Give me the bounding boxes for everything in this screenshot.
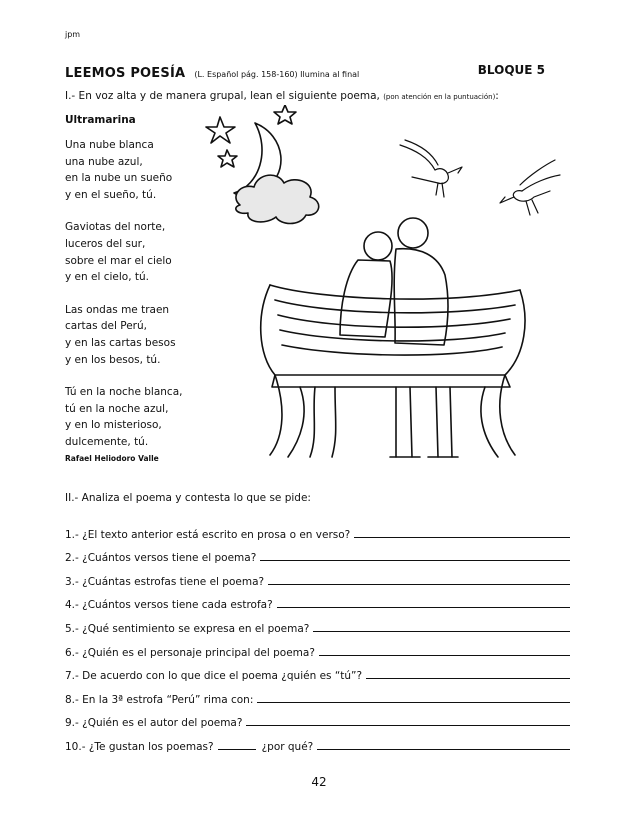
page-subtitle: (L. Español pág. 158-160) Ilumina al final <box>194 70 360 79</box>
heron-icon <box>400 140 462 197</box>
verse: y en el cielo, tú. <box>65 271 149 284</box>
star-icon <box>274 105 296 124</box>
question-8 <box>65 682 570 706</box>
section-two-instruction: II.- Analiza el poema y contesta lo que se pide: <box>65 492 311 504</box>
verse: dulcemente, tú. <box>65 435 149 448</box>
author-initials: jpm <box>65 30 81 39</box>
block-label: BLOQUE 5 <box>477 63 545 77</box>
instruction-one-text: I.- En voz alta y de manera grupal, lean el siguiente poema, <box>65 90 380 102</box>
verse: luceros del sur, <box>65 237 146 250</box>
question-text: 6.- ¿Quién es el personaje principal del poema? <box>65 646 315 659</box>
heron-icon <box>500 160 560 215</box>
question-text: 2.- ¿Cuántos versos tiene el poema? <box>65 552 257 565</box>
answer-line[interactable] <box>268 583 570 585</box>
page-title: LEEMOS POESÍA <box>65 66 186 81</box>
verse: y en los besos, tú. <box>65 353 161 366</box>
verse: una nube azul, <box>65 155 143 168</box>
question-3 <box>65 564 570 588</box>
verse: cartas del Perú, <box>65 320 147 333</box>
question-text: 10.- ¿Te gustan los poemas? <box>65 740 214 753</box>
poem <box>65 137 182 467</box>
answer-line[interactable] <box>218 748 256 750</box>
question-text: 8.- En la 3ª estrofa “Perú” rima con: <box>65 693 254 706</box>
answer-line[interactable] <box>246 724 570 726</box>
page-number: 42 <box>311 775 327 789</box>
instruction-one <box>65 90 499 102</box>
verse: Una nube blanca <box>65 139 154 151</box>
poem-illustration <box>200 105 580 475</box>
question-1 <box>65 517 570 541</box>
cloud-icon <box>236 175 319 223</box>
answer-line[interactable] <box>257 701 570 703</box>
question-5 <box>65 611 570 635</box>
question-text: 7.- De acuerdo con lo que dice el poema ¿quién es “tú”? <box>65 670 363 683</box>
question-text: 3.- ¿Cuántas estrofas tiene el poema? <box>65 575 265 588</box>
couple-on-bench-icon <box>261 218 525 457</box>
question-text: 1.- ¿El texto anterior está escrito en prosa o en verso? <box>65 528 351 541</box>
star-icon <box>218 150 237 167</box>
poem-author: Rafael Heliodoro Valle <box>65 454 159 463</box>
verse: Las ondas me traen <box>65 303 170 316</box>
stanza-2 <box>65 219 182 285</box>
question-2 <box>65 541 570 565</box>
stanza-3 <box>65 302 182 368</box>
question-text: 9.- ¿Quién es el autor del poema? <box>65 717 243 730</box>
verse: y en lo misterioso, <box>65 419 162 432</box>
answer-line[interactable] <box>260 559 570 561</box>
stanza-1 <box>65 137 182 203</box>
questions-list <box>65 517 570 753</box>
question-text: 5.- ¿Qué sentimiento se expresa en el poema? <box>65 622 310 635</box>
question-text: ¿por qué? <box>261 740 314 753</box>
answer-line[interactable] <box>317 748 570 750</box>
instruction-one-suffix: : <box>495 90 499 102</box>
verse: Gaviotas del norte, <box>65 221 166 234</box>
verse: en la nube un sueño <box>65 172 173 185</box>
verse: y en el sueño, tú. <box>65 188 157 201</box>
answer-line[interactable] <box>354 536 570 538</box>
verse: sobre el mar el cielo <box>65 254 172 267</box>
question-4 <box>65 588 570 612</box>
question-6 <box>65 635 570 659</box>
stanza-4 <box>65 384 182 450</box>
instruction-one-note: (pon atención en la puntuación) <box>383 93 496 101</box>
header <box>65 62 545 82</box>
star-icon <box>206 117 235 143</box>
answer-line[interactable] <box>277 606 570 608</box>
poem-title: Ultramarina <box>65 114 136 126</box>
answer-line[interactable] <box>313 630 570 632</box>
verse: Tú en la noche blanca, <box>65 386 183 399</box>
verse: tú en la noche azul, <box>65 402 169 415</box>
verse: y en las cartas besos <box>65 336 176 349</box>
answer-line[interactable] <box>319 654 570 656</box>
question-9 <box>65 706 570 730</box>
question-text: 4.- ¿Cuántos versos tiene cada estrofa? <box>65 599 273 612</box>
answer-line[interactable] <box>366 677 570 679</box>
question-7 <box>65 659 570 683</box>
question-10 <box>65 729 570 753</box>
